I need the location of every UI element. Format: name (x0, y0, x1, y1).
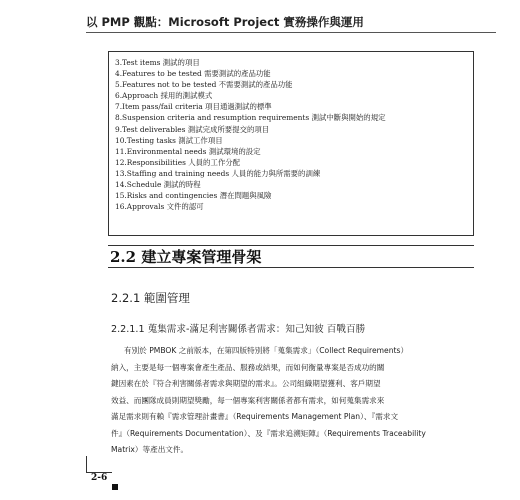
toc-item (115, 124, 467, 135)
toc-item-en: 4.Features to be tested (115, 69, 202, 79)
toc-item (115, 179, 467, 190)
toc-item-en: 5.Features not to be tested (115, 80, 217, 90)
toc-item (115, 168, 467, 179)
toc-item-en: 12.Responsibilities (115, 157, 186, 167)
paragraph-line: 有別於 PMBOK 之前版本，在第四版特別將「蒐集需求」（Collect Requirements） (124, 346, 409, 355)
toc-item-en: 13.Staffing and training needs (115, 168, 230, 178)
toc-item-zh: 人員的能力與所需要的訓練 (231, 168, 321, 178)
toc-item (115, 79, 467, 90)
toc-item-en: 3.Test items (115, 58, 161, 67)
toc-item (115, 112, 467, 123)
paragraph-line: 效益、而團隊成員則期望獎勵，每一個專案利害關係者都有需求，如何蒐集需求來 (111, 395, 385, 405)
toc-item-en: 6.Approach (115, 91, 159, 101)
toc-item-en: 8.Suspension criteria and resumption requirements (115, 113, 310, 123)
toc-item-zh: 文件的認可 (166, 202, 204, 212)
toc-item-zh: 測試完成所要提交的項目 (187, 124, 270, 134)
page-marker-square (112, 484, 118, 490)
subsubsection-title: 2.2.1.1 蒐集需求-滿足利害關係者需求：知己知彼 百戰百勝 (111, 324, 366, 335)
toc-item-en: 16.Approvals (115, 202, 165, 212)
paragraph-line: 鍵因素在於『符合利害關係者需求與期望的需求』。公司組織期望獲利、客戶期望 (111, 379, 381, 388)
section-rule-bottom (108, 267, 474, 268)
running-header: 以 PMP 觀點：Microsoft Project 實務操作與運用 (86, 15, 364, 29)
paragraph-line: 滿足需求則有賴『需求管理計畫書』（Requirements Management Plan）、『需求文 (111, 412, 399, 421)
toc-item-en: 15.Risks and contingencies (115, 191, 218, 201)
toc-item-zh: 需要測試的產品功能 (204, 69, 271, 79)
paragraph-line: Matrix）等產出文件。 (111, 445, 189, 454)
toc-item (115, 57, 467, 68)
toc-item (115, 190, 467, 201)
toc-item (115, 101, 467, 112)
subsection-title: 2.2.1 範圍管理 (111, 291, 190, 305)
toc-item-zh: 項目通過測試的標準 (205, 102, 272, 112)
toc-item (115, 90, 467, 101)
toc-item-zh: 潛在問題與風險 (219, 191, 272, 201)
toc-item-en: 9.Test deliverables (115, 124, 186, 134)
toc-item (115, 68, 467, 79)
toc-item-zh: 測試工作項目 (178, 135, 223, 145)
toc-item-zh: 不需要測試的產品功能 (218, 80, 293, 90)
toc-item-zh: 測試的項目 (162, 58, 200, 67)
toc-item-zh: 測試的時程 (163, 180, 201, 190)
body-paragraph (111, 343, 477, 459)
toc-item (115, 146, 467, 157)
toc-item (115, 135, 467, 146)
test-plan-items-box (108, 51, 474, 236)
toc-item-en: 11.Environmental needs (115, 146, 207, 156)
page-number: 2-6 (91, 473, 108, 483)
toc-item (115, 157, 467, 168)
section-title: 2.2 建立專案管理骨架 (110, 248, 262, 266)
toc-item (115, 201, 467, 212)
toc-item-en: 7.Item pass/fail criteria (115, 102, 203, 112)
toc-item-en: 10.Testing tasks (115, 135, 176, 145)
paragraph-line: 件』（Requirements Documentation）、及『需求追溯矩陣』（Requirements Traceability (111, 428, 426, 438)
toc-item-zh: 測試中斷與開始的規定 (311, 113, 386, 123)
toc-item-zh: 採用的測試模式 (160, 91, 213, 101)
toc-item-zh: 測試環境的設定 (208, 146, 261, 156)
paragraph-line: 納入，主要是每一個專案會產生產品、服務或結果，而如何衡量專案是否成功的關 (111, 362, 385, 372)
toc-item-zh: 人員的工作分配 (188, 157, 241, 167)
toc-item-en: 14.Schedule (115, 180, 162, 190)
header-rule (86, 32, 496, 33)
